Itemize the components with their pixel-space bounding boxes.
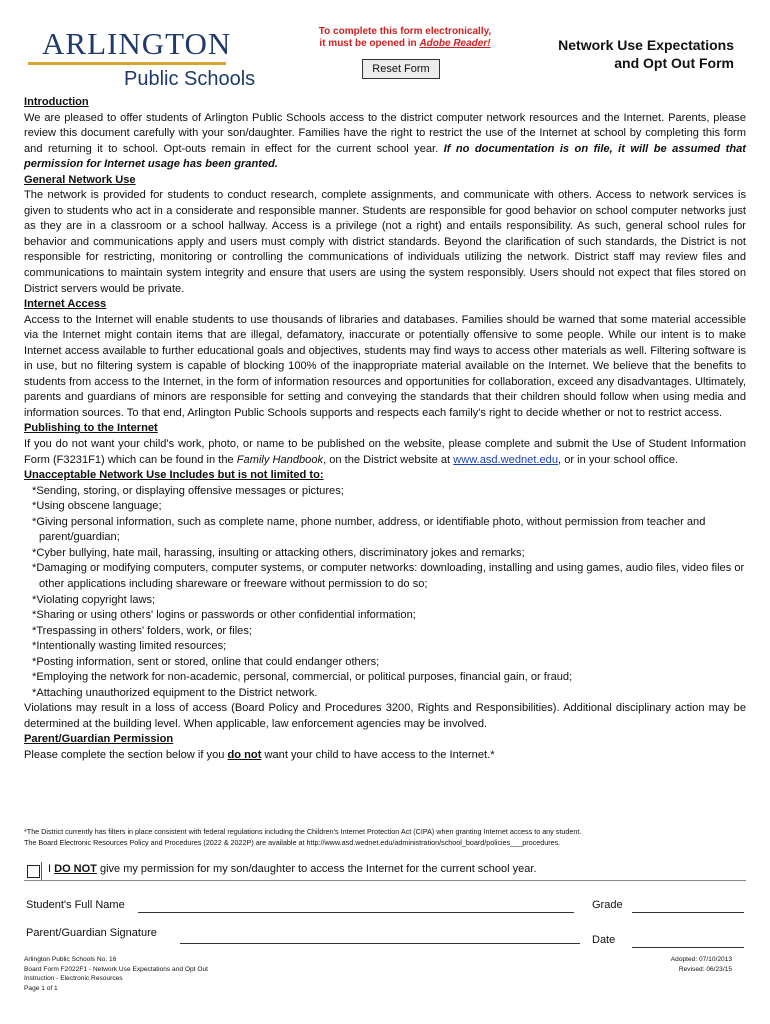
list-item: *Sharing or using others' logins or passwords or other confidential information; <box>32 609 416 622</box>
footer-revised: Revised: 06/23/15 <box>678 965 732 973</box>
list-item: *Employing the network for non-academic, personal, commercial, or political purposes, financial gain, or fraud; <box>32 671 573 684</box>
list-item: *Posting information, sent or stored, online that could endanger others; <box>32 655 380 668</box>
warning-line-2-pre: it must be opened in <box>319 38 420 49</box>
logo-main-text: ARLINGTON <box>42 26 232 61</box>
reset-form-button[interactable]: Reset Form <box>362 59 440 79</box>
list-item: *Cyber bullying, hate mail, harassing, insulting or attacking others, discriminatory jokes and remarks; <box>32 546 525 559</box>
family-handbook-title: Family Handbook <box>236 453 324 466</box>
footer-adopted: Adopted: 07/10/2013 <box>670 956 732 963</box>
footer-page: Page 1 of 1 <box>24 984 58 992</box>
publishing-paragraph <box>24 437 746 468</box>
publishing-text-after: , or in your school office. <box>558 453 679 466</box>
publishing-text-middle: , on the District website at <box>323 453 454 466</box>
permission-do-not: do not <box>227 748 262 761</box>
list-item: *Using obscene language; <box>32 500 162 513</box>
optout-checkbox[interactable] <box>27 865 40 878</box>
intro-paragraph <box>24 111 746 173</box>
list-item: *Trespassing in others' folders, work, or files; <box>32 624 252 637</box>
grade-label: Grade <box>592 899 623 911</box>
list-item: *Sending, storing, or displaying offensive messages or pictures; <box>32 484 344 497</box>
footer-board-form: Board Form F2022F1 - Network Use Expectations and Opt Out <box>24 965 208 973</box>
date-label: Date <box>592 934 616 946</box>
footer-left <box>24 955 208 993</box>
date-field[interactable] <box>632 947 744 948</box>
list-item: *Giving personal information, such as complete name, phone number, address, or identifiable photo, without permission from teacher and parent/guardian; <box>32 515 706 544</box>
warning-line-2 <box>310 38 500 50</box>
optout-underline <box>24 880 746 881</box>
signature-field[interactable] <box>180 943 580 944</box>
general-paragraph: The network is provided for students to conduct research, complete assignments, and communicate with others. Access to network services is given to students who act in a considerate and responsible manner. Students are responsible for good behavior on school computer networks just as they are in a classroom or a school hallway. Access is a privilege (not a right) and entails responsibility. As such, general school rules for behavior and communications apply and users must comply with district standards. Beyond the clarification of such standards, the District is not responsible for restricting, monitoring or controlling the communications of individuals utilizing the network. District staff may review files and communications to maintain system integrity and ensure that users are using the system responsibly. Users should not expect that files stored on District servers would be private. <box>24 189 746 295</box>
footnote-cipa: *The District currently has filters in place consistent with federal regulations including the Children's Internet Protection Act (CIPA) when granting Internet access to any student. <box>24 827 582 836</box>
publishing-text-before: If you do not want your child's work, photo, or name to be published on the website, please complete and submit the Use of Student Information Form (F3231F1) which can be found in the <box>24 438 746 466</box>
form-body <box>24 95 746 764</box>
form-title-line-2: and Opt Out Form <box>614 55 734 71</box>
grade-field[interactable] <box>632 912 744 913</box>
signature-label: Parent/Guardian Signature <box>26 927 157 939</box>
internet-paragraph: Access to the Internet will enable students to use thousands of libraries and databases. Families should be warned that some material accessible via the Internet might contain items that are illegal, defamatory, inaccurate or potentially offensive to some people. While our intent is to make Internet access available to further educational goals and objectives, students may find ways to access other materials as well. Filtering software is in use, but no filtering system is capable of blocking 100% of the inappropriate material available on the Internet. We believe that the benefits to students from access to the Internet, in the form of information resources and opportunities for collaboration, exceed any disadvantages. Ultimately, parents and guardians of minors are responsible for setting and conveying the standards that their children should follow when using media and information sources. To that end, Arlington Public Schools supports and respects each family's right to decide whether or not to restrict access. <box>24 313 746 419</box>
unacceptable-list <box>24 484 746 702</box>
general-heading: General Network Use <box>24 173 136 186</box>
district-logo <box>28 28 278 90</box>
intro-heading: Introduction <box>24 96 89 108</box>
optout-pre: I <box>48 863 55 875</box>
student-name-label: Student's Full Name <box>26 899 125 911</box>
adobe-reader-link[interactable]: Adobe Reader! <box>419 38 491 49</box>
list-item: *Violating copyright laws; <box>32 593 156 606</box>
internet-heading: Internet Access <box>24 298 107 311</box>
optout-post: give my permission for my son/daughter to access the Internet for the current school year. <box>96 863 537 875</box>
electronic-warning <box>310 26 500 50</box>
permission-text-before: Please complete the section below if you <box>24 748 228 761</box>
publishing-heading: Publishing to the Internet <box>24 422 158 435</box>
list-item: *Attaching unauthorized equipment to the District network. <box>32 686 318 699</box>
permission-text-after: want your child to have access to the Internet.* <box>261 748 495 761</box>
list-item: *Intentionally wasting limited resources; <box>32 640 227 653</box>
unacceptable-heading: Unacceptable Network Use Includes but is not limited to: <box>24 469 324 482</box>
optout-divider <box>41 862 42 880</box>
footnotes <box>24 826 746 848</box>
optout-statement <box>48 863 537 875</box>
warning-line-1: To complete this form electronically, <box>318 26 492 37</box>
footer-right <box>671 955 732 974</box>
optout-do-not: DO NOT <box>54 863 97 875</box>
optout-row <box>24 862 746 884</box>
footnote-policy: The Board Electronic Resources Policy and Procedures (2022 & 2022P) are available at http://www.asd.wednet.edu/administration/school_board/policies___procedures. <box>24 838 561 847</box>
list-item: *Damaging or modifying computers, computer systems, or computer networks: downloading, installing and using games, audio files, video files or other applications including shareware or freeware without permission to do so; <box>32 562 745 590</box>
permission-heading: Parent/Guardian Permission <box>24 733 174 746</box>
student-name-field[interactable] <box>138 912 574 913</box>
permission-paragraph <box>24 748 746 764</box>
logo-rule <box>28 62 226 65</box>
intro-text: We are pleased to offer students of Arlington Public Schools access to the district computer network resources and the Internet. Parents, please review this document carefully with your son/daughter. Families have the right to restrict the use of the Internet at school by completing this form and returning it to school. Opt-outs remain in effect for the current school year. <box>24 111 746 155</box>
footer-section: Instruction - Electronic Resources <box>24 975 123 982</box>
violations-paragraph: Violations may result in a loss of access (Board Policy and Procedures 3200, Rights and Responsibilities). Additional disciplinary action may be determined at the building level. When applicable, law enforcement agencies may be involved. <box>24 702 746 730</box>
logo-sub-text: Public Schools <box>124 68 256 90</box>
district-website-link[interactable]: www.asd.wednet.edu <box>453 453 559 466</box>
footer-district: Arlington Public Schools No. 16 <box>24 956 117 963</box>
form-title-line-1: Network Use Expectations <box>558 37 734 53</box>
form-title <box>558 36 734 72</box>
intro-emphasis: If no documentation is on file, it will be assumed that permission for Internet usage has been granted. <box>24 142 746 171</box>
